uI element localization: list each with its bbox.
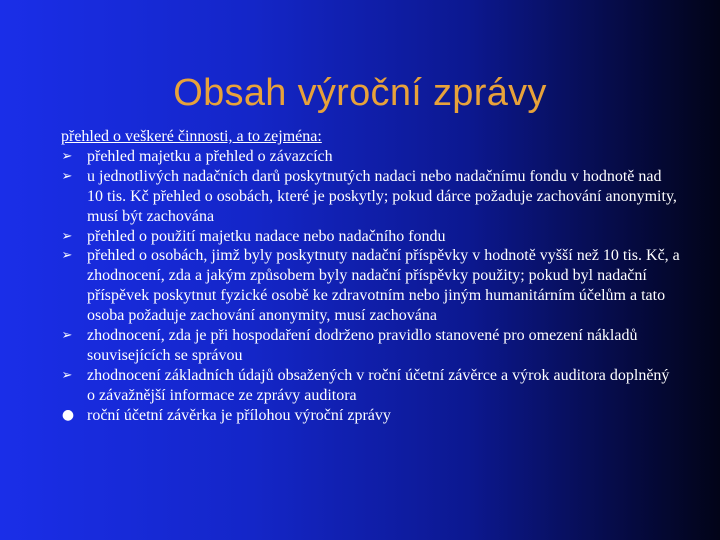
arrow-bullet-icon: ➢ xyxy=(61,248,73,264)
list-item xyxy=(61,147,681,167)
list-item-text: přehled majetku a přehled o závazcích xyxy=(87,147,333,165)
slide-title: Obsah výroční zprávy xyxy=(173,72,547,114)
list-item xyxy=(61,167,681,227)
list-item xyxy=(61,366,681,406)
arrow-bullet-icon: ➢ xyxy=(61,328,73,344)
list-item-text: zhodnocení, zda je při hospodaření dodrženo pravidlo stanovené pro omezení nákladů souvisejících se správou xyxy=(87,327,638,364)
intro-line: přehled o veškeré činnosti, a to zejména: xyxy=(61,128,322,145)
list-item-text: přehled o použití majetku nadace nebo nadačního fondu xyxy=(87,227,446,245)
arrow-bullet-icon: ➢ xyxy=(61,148,73,164)
list-item xyxy=(61,227,681,247)
arrow-bullet-icon: ➢ xyxy=(61,367,73,383)
arrow-bullet-icon: ➢ xyxy=(61,228,73,244)
bullet-list xyxy=(61,147,681,426)
list-item xyxy=(61,326,681,366)
dot-bullet-icon: ● xyxy=(61,406,75,423)
list-item xyxy=(61,406,681,426)
arrow-bullet-icon: ➢ xyxy=(61,168,73,184)
list-item-text: roční účetní závěrka je přílohou výroční zprávy xyxy=(87,406,391,424)
list-item xyxy=(61,246,681,326)
slide-content xyxy=(61,127,681,426)
list-item-text: přehled o osobách, jimž byly poskytnuty nadační příspěvky v hodnotě vyšší než 10 tis. Kč, a zhodnocení, zda a jakým způsobem byly nadační příspěvky použity; pokud byl nadační příspěvek poskytnut fyzické osobě ke zdravotním nebo jiným humanitárním účelům a tato osoba požaduje zachování anonymity, musí zachována xyxy=(87,247,680,325)
list-item-text: zhodnocení základních údajů obsažených v roční účetní závěrce a výrok auditora doplněný o závažnější informace ze zprávy auditora xyxy=(87,366,670,404)
list-item-text: u jednotlivých nadačních darů poskytnutých nadaci nebo nadačnímu fondu v hodnotě nad 10 tis. Kč přehled o osobách, které je poskytly; pokud dárce požaduje zachování anonymity, musí být zachována xyxy=(87,167,677,225)
